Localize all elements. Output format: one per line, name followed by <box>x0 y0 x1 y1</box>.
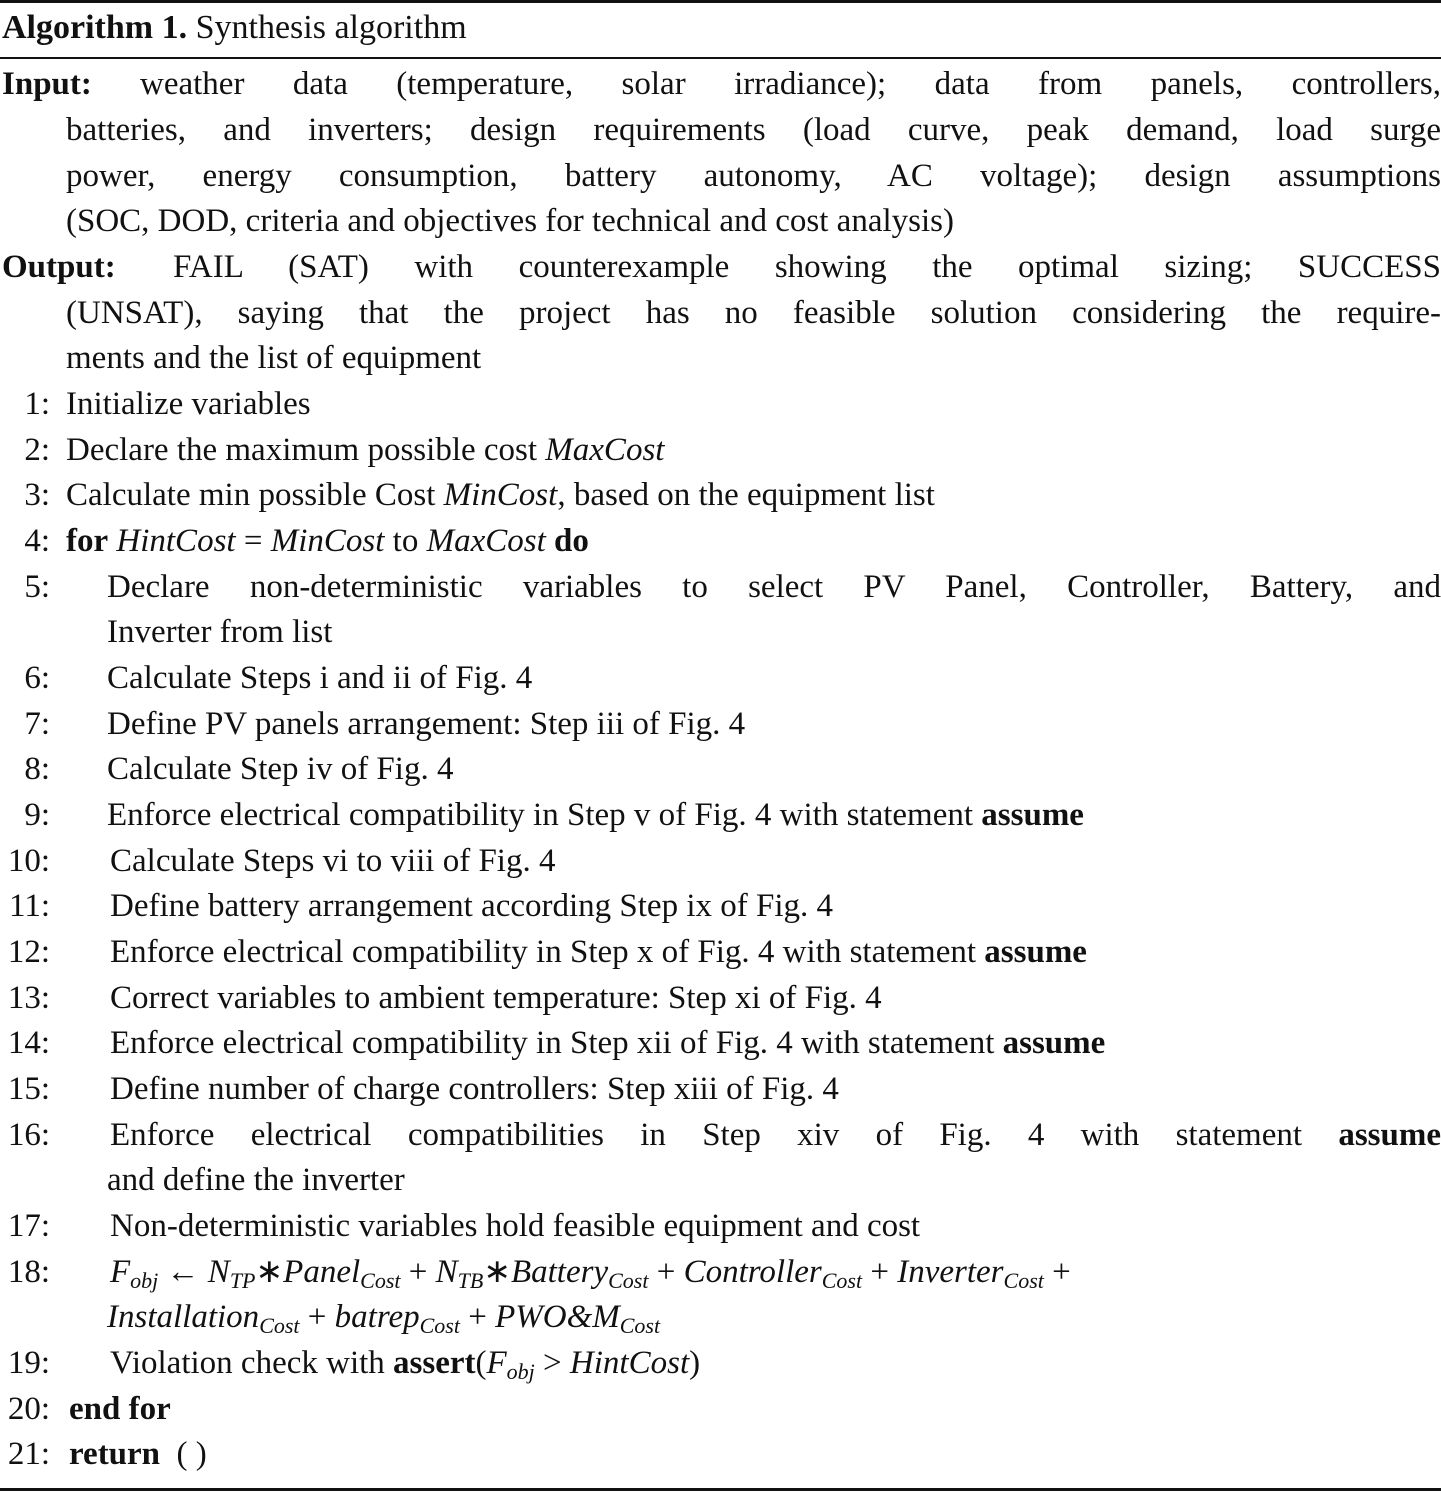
step-number: 20: <box>7 1391 50 1427</box>
step-text: Inverter from list <box>107 614 333 650</box>
output-line-2 <box>0 290 1441 336</box>
step-text: Define number of charge controllers: Step xiii of Fig. 4 <box>110 1071 839 1107</box>
step-18-cont <box>0 1294 1441 1340</box>
keyword-assume: assume <box>984 934 1087 970</box>
output-text-3: ments and the list of equipment <box>66 340 482 376</box>
input-text-2: batteries, and inverters; design requirements (load curve, peak demand, load surge <box>66 112 1441 148</box>
step-number: 11: <box>9 888 50 924</box>
step-2 <box>0 427 1441 473</box>
step-4 <box>0 518 1441 564</box>
step-text: for HintCost = MinCost to MaxCost do <box>66 523 589 559</box>
step-text: Correct variables to ambient temperature: Step xi of Fig. 4 <box>110 980 882 1016</box>
step-16-cont <box>0 1157 1441 1203</box>
step-11 <box>0 883 1441 929</box>
step-text: Enforce electrical compatibilities in Step xiv of Fig. 4 with statement assume <box>110 1117 1441 1153</box>
step-5 <box>0 564 1441 610</box>
step-text: Enforce electrical compatibility in Step x of Fig. 4 with statement assume <box>110 934 1087 970</box>
output-line-1 <box>0 244 1441 290</box>
step-9 <box>0 792 1441 838</box>
step-number: 16: <box>7 1117 50 1153</box>
step-number: 4: <box>24 523 50 559</box>
step-number: 3: <box>24 477 50 513</box>
keyword-assert: assert <box>393 1345 476 1381</box>
step-number: 9: <box>24 797 50 833</box>
caption-rule <box>0 57 1441 59</box>
input-line-4 <box>0 198 1441 244</box>
step-text: Declare non-deterministic variables to select PV Panel, Controller, Battery, and <box>107 569 1441 605</box>
keyword-for: for <box>66 523 109 559</box>
mincost-variable: MinCost <box>443 477 558 513</box>
output-text-1: FAIL (SAT) with counterexample showing the optimal sizing; SUCCESS <box>173 249 1441 285</box>
step-number: 8: <box>24 751 50 787</box>
output-line-3 <box>0 335 1441 381</box>
step-text: return ( ) <box>69 1436 207 1472</box>
step-13 <box>0 975 1441 1021</box>
step-number: 2: <box>24 432 50 468</box>
keyword-assume: assume <box>1002 1025 1106 1061</box>
keyword-do: do <box>554 523 589 559</box>
step-12 <box>0 929 1441 975</box>
step-number: 10: <box>7 843 50 879</box>
step-15 <box>0 1066 1441 1112</box>
step-text: Calculate Step iv of Fig. 4 <box>107 751 454 787</box>
step-text: Define PV panels arrangement: Step iii of Fig. 4 <box>107 706 746 742</box>
step-10 <box>0 838 1441 884</box>
step-number: 21: <box>7 1436 50 1472</box>
keyword-end-for: end for <box>69 1391 171 1427</box>
step-text: Define battery arrangement according Step ix of Fig. 4 <box>110 888 834 924</box>
input-label: Input: <box>2 66 92 102</box>
step-text: Initialize variables <box>66 386 311 422</box>
step-16 <box>0 1112 1441 1158</box>
algorithm-caption <box>2 5 467 51</box>
step-17 <box>0 1203 1441 1249</box>
step-3 <box>0 472 1441 518</box>
step-number: 13: <box>7 980 50 1016</box>
keyword-assume: assume <box>1338 1117 1441 1153</box>
step-7 <box>0 701 1441 747</box>
step-18 <box>0 1249 1441 1295</box>
step-number: 18: <box>7 1254 50 1290</box>
step-number: 15: <box>7 1071 50 1107</box>
step-14 <box>0 1020 1441 1066</box>
step-number: 12: <box>7 934 50 970</box>
input-line-3 <box>0 153 1441 199</box>
step-text: and define the inverter <box>107 1162 405 1198</box>
step-5-cont <box>0 609 1441 655</box>
output-label: Output: <box>2 249 116 285</box>
step-19 <box>0 1340 1441 1386</box>
input-text-1: weather data (temperature, solar irradiance); data from panels, controllers, <box>140 66 1441 102</box>
input-line-1 <box>0 61 1441 107</box>
output-text-2: (UNSAT), saying that the project has no feasible solution considering the require- <box>66 295 1441 331</box>
top-rule <box>0 0 1441 3</box>
step-number: 19: <box>7 1345 50 1381</box>
step-text: Declare the maximum possible cost MaxCost <box>66 432 665 468</box>
step-number: 1: <box>24 386 50 422</box>
caption-title: Synthesis algorithm <box>195 9 467 46</box>
step-text: Violation check with $assert(F_{obj}$ > HintCost) <box>110 1345 701 1384</box>
keyword-return: return <box>69 1436 161 1472</box>
step-1 <box>0 381 1441 427</box>
input-text-4: (SOC, DOD, criteria and objectives for technical and cost analysis) <box>66 203 954 239</box>
input-text-3: power, energy consumption, battery autonomy, AC voltage); design assumptions <box>66 158 1441 194</box>
step-number: 7: <box>24 706 50 742</box>
step-text: Calculate min possible Cost MinCost, based on the equipment list <box>66 477 935 513</box>
step-text: Non-deterministic variables hold feasible equipment and cost <box>110 1208 921 1244</box>
step-number: 14: <box>7 1025 50 1061</box>
step-text: Calculate Steps i and ii of Fig. 4 <box>107 660 533 696</box>
step-20 <box>0 1386 1441 1432</box>
step-text: Calculate Steps vi to viii of Fig. 4 <box>110 843 556 879</box>
step-text: Enforce electrical compatibility in Step v of Fig. 4 with statement assume <box>107 797 1084 833</box>
step-number: 6: <box>24 660 50 696</box>
step-number: 17: <box>7 1208 50 1244</box>
objective-formula-line-1: $F_{obj}$ ← $N_{TP}∗Panel_{Cost}$ + $N_{TB}∗Battery_{Cost}$ + Controller$_{Cost}$ + Inverter$_{Cost}$ + <box>110 1254 1079 1293</box>
step-text: Enforce electrical compatibility in Step xii of Fig. 4 with statement assume <box>110 1025 1106 1061</box>
step-number: 5: <box>24 569 50 605</box>
input-line-2 <box>0 107 1441 153</box>
maxcost-variable: MaxCost <box>545 432 665 468</box>
step-8 <box>0 746 1441 792</box>
bottom-rule <box>0 1488 1441 1491</box>
keyword-assume: assume <box>981 797 1084 833</box>
step-21 <box>0 1431 1441 1477</box>
step-6 <box>0 655 1441 701</box>
objective-formula-line-2: Installation$_{Cost}$ + batrep$_{Cost}$ + $PWO\&M_{Cost}$ <box>107 1299 661 1338</box>
caption-label: Algorithm 1. <box>2 9 188 46</box>
